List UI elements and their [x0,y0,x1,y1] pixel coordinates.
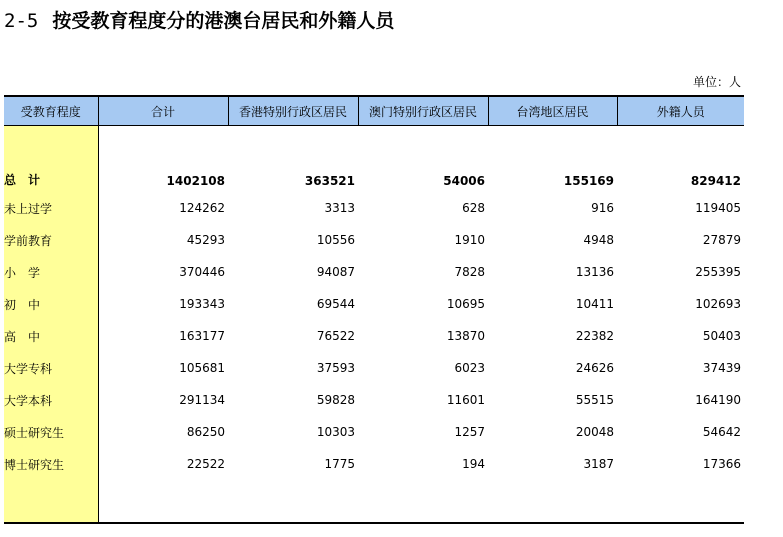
cell-total: 45293 [186,233,225,247]
cell-foreigners: 54642 [702,425,741,439]
table-number: 2-5 [4,10,39,32]
cell-foreigners: 102693 [695,297,741,311]
cell-macao: 7828 [454,265,485,279]
table-body [4,126,744,524]
cell-macao: 628 [462,201,485,215]
row-label: 高 中 [4,320,98,352]
cell-macao: 6023 [454,361,485,375]
cell-taiwan: 3187 [583,457,614,471]
row-label: 未上过学 [4,192,98,224]
cell-hong-kong: 37593 [316,361,355,375]
table-row [4,352,744,384]
header-foreigners: 外籍人员 [617,96,744,126]
cell-taiwan: 55515 [575,393,614,407]
cell-total: 291134 [179,393,225,407]
table-row [4,288,744,320]
cell-total: 193343 [179,297,225,311]
cell-taiwan: 22382 [575,329,614,343]
table-row [4,448,744,480]
cell-foreigners: 255395 [695,265,741,279]
table-row [4,256,744,288]
row-label: 大学本科 [4,384,98,416]
cell-total: 86250 [186,425,225,439]
table-row [4,224,744,256]
table-header [4,96,744,126]
cell-foreigners: 829412 [690,174,741,188]
row-label: 初 中 [4,288,98,320]
row-label: 博士研究生 [4,448,98,480]
data-table [4,95,744,524]
cell-macao: 13870 [446,329,485,343]
cell-hong-kong: 363521 [304,174,355,188]
data-table-container [4,95,744,524]
cell-hong-kong: 76522 [316,329,355,343]
spacer-label-cell [4,126,98,155]
header-macao: 澳门特别行政区居民 [358,96,488,126]
cell-macao: 54006 [443,174,485,188]
cell-macao: 11601 [446,393,485,407]
spacer-row [4,480,744,523]
cell-hong-kong: 10556 [316,233,355,247]
cell-macao: 1910 [454,233,485,247]
table-row [4,416,744,448]
header-total: 合计 [98,96,228,126]
cell-hong-kong: 59828 [316,393,355,407]
cell-total: 124262 [179,201,225,215]
cell-hong-kong: 69544 [316,297,355,311]
cell-total: 370446 [179,265,225,279]
header-row [4,96,744,126]
cell-taiwan: 24626 [575,361,614,375]
header-taiwan: 台湾地区居民 [488,96,617,126]
cell-total: 105681 [179,361,225,375]
cell-hong-kong: 3313 [324,201,355,215]
cell-taiwan: 4948 [583,233,614,247]
cell-foreigners: 164190 [695,393,741,407]
row-label: 小 学 [4,256,98,288]
table-row [4,192,744,224]
cell-hong-kong: 94087 [316,265,355,279]
total-row [4,154,744,192]
cell-taiwan: 20048 [575,425,614,439]
cell-total: 22522 [186,457,225,471]
table-title-text: 按受教育程度分的港澳台居民和外籍人员 [52,10,395,32]
cell-macao: 1257 [454,425,485,439]
cell-taiwan: 13136 [575,265,614,279]
cell-total: 1402108 [166,174,225,188]
cell-foreigners: 27879 [702,233,741,247]
cell-foreigners: 50403 [702,329,741,343]
cell-hong-kong: 10303 [316,425,355,439]
spacer-row [4,126,744,155]
row-label: 总 计 [4,154,98,192]
unit-label: 单位：人 [692,75,741,89]
table-row [4,384,744,416]
cell-foreigners: 119405 [695,201,741,215]
row-label: 硕士研究生 [4,416,98,448]
cell-foreigners: 17366 [702,457,741,471]
cell-taiwan: 916 [591,201,614,215]
header-hong-kong: 香港特别行政区居民 [228,96,358,126]
table-row [4,320,744,352]
page-title [4,6,394,33]
spacer-label-cell [4,480,98,523]
cell-taiwan: 155169 [563,174,614,188]
row-label: 大学专科 [4,352,98,384]
cell-total: 163177 [179,329,225,343]
header-education-level: 受教育程度 [4,96,98,126]
cell-hong-kong: 1775 [324,457,355,471]
cell-taiwan: 10411 [575,297,614,311]
cell-macao: 10695 [446,297,485,311]
row-label: 学前教育 [4,224,98,256]
cell-foreigners: 37439 [702,361,741,375]
cell-macao: 194 [462,457,485,471]
